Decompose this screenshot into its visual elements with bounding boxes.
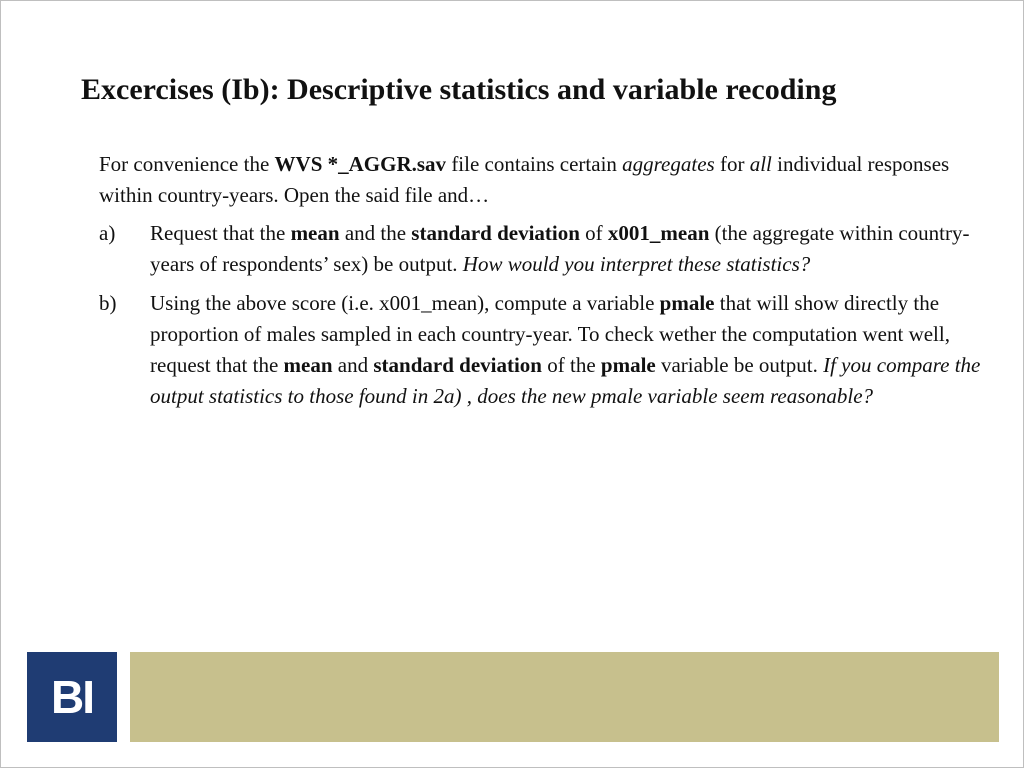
slide-body [99,149,989,420]
intro-aggregates: aggregates [622,152,715,176]
intro-text-1: For convenience the [99,152,275,176]
item-b-text-1: Using the above score (i.e. x001_mean), compute a variable [150,291,660,315]
intro-text-4: individual responses within country-years. Open the said file and… [99,152,950,207]
logo-text: BI [51,671,93,723]
exercise-item-b [99,288,989,412]
item-b-pmale-2: pmale [600,353,656,377]
slide-title: Excercises (Ib): Descriptive statistics and variable recoding [81,73,837,106]
item-b-mean: mean [283,353,333,377]
intro-filename: WVS *_AGGR.sav [274,152,447,176]
intro-paragraph [99,149,989,211]
item-b-text-2: that will show directly the proportion of males sampled in each country-year. To check wether the computation went well, request that the [150,291,950,377]
item-b-text-4: of the [542,353,601,377]
intro-text-3: for [714,152,750,176]
item-b-question: If you compare the output statistics to those found in 2a) , does the new pmale variable seem reasonable? [150,353,981,408]
item-a-text-1: Request that the [150,221,291,245]
item-a-marker: a) [99,221,116,245]
footer-band [130,652,999,742]
item-a-text-4: (the aggregate within country-years of respondents’ sex) be output. [150,221,970,276]
exercise-item-a [99,218,989,280]
item-a-std: standard deviation [411,221,580,245]
item-b-std: standard deviation [373,353,542,377]
item-a-mean: mean [290,221,340,245]
item-a-variable: x001_mean [607,221,710,245]
item-b-pmale: pmale [659,291,715,315]
item-b-text-5: variable be output. [655,353,824,377]
item-a-text-2: and the [339,221,412,245]
item-b-text-3: and [332,353,374,377]
item-b-marker: b) [99,291,117,315]
bi-logo [27,652,117,742]
intro-text-2: file contains certain [446,152,623,176]
item-a-question: How would you interpret these statistics? [462,252,811,276]
intro-all: all [749,152,772,176]
item-a-text-3: of [579,221,608,245]
